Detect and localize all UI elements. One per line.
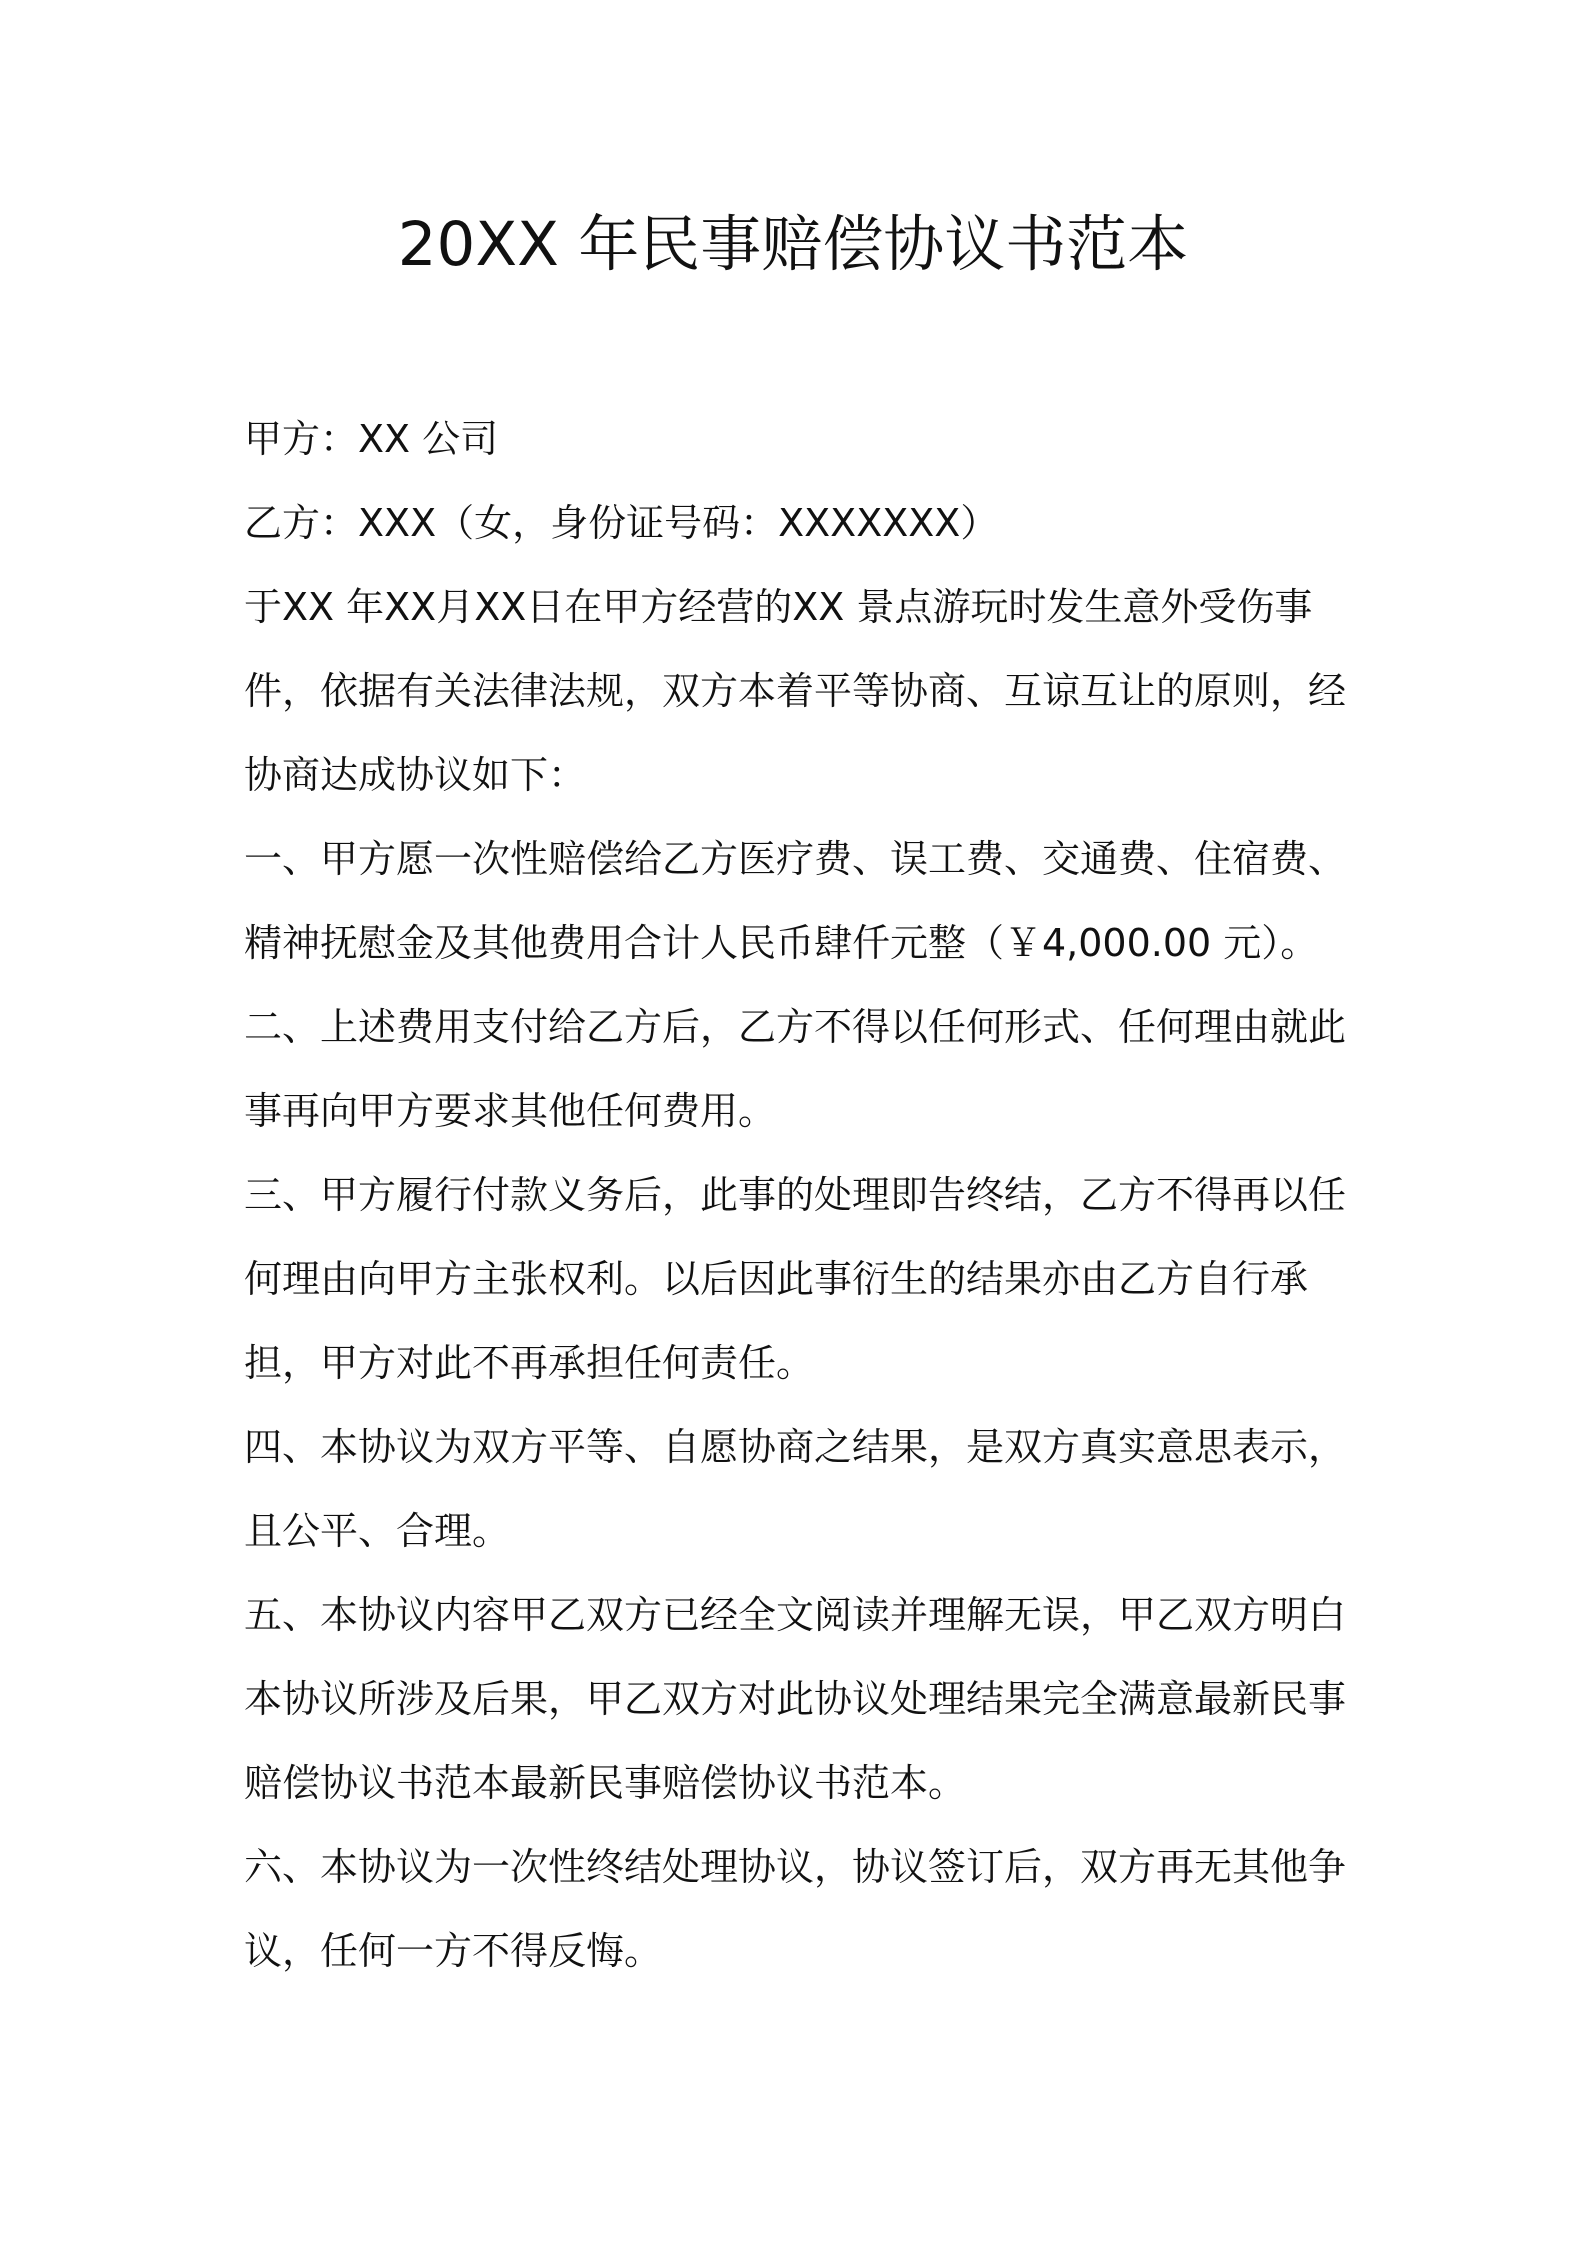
preamble-paragraph: 于XX 年XX月XX日在甲方经营的XX 景点游玩时发生意外受伤事件，依据有关法律法规，双方本着平等协商、互谅互让的原则，经协商达成协议如下： [244,585,1347,797]
clause-2: 二、上述费用支付给乙方后，乙方不得以任何形式、任何理由就此事再向甲方要求其他任何费用。 [244,1005,1347,1133]
document-title: 20XX 年民事赔偿协议书范本 [397,209,1189,280]
clause-1: 一、甲方愿一次性赔偿给乙方医疗费、误工费、交通费、住宿费、精神抚慰金及其他费用合计人民币肆仟元整（￥4,000.00 元）。 [244,837,1347,965]
clause-5: 五、本协议内容甲乙双方已经全文阅读并理解无误，甲乙双方明白本协议所涉及后果，甲乙双方对此协议处理结果完全满意最新民事赔偿协议书范本最新民事赔偿协议书范本。 [244,1593,1347,1805]
clause-4: 四、本协议为双方平等、自愿协商之结果，是双方真实意思表示，且公平、合理。 [244,1425,1347,1553]
clause-6: 六、本协议为一次性终结处理协议，协议签订后，双方再无其他争议，任何一方不得反悔。 [244,1845,1347,1973]
party-a-line: 甲方：XX 公司 [244,417,499,461]
clause-3: 三、甲方履行付款义务后，此事的处理即告终结，乙方不得再以任何理由向甲方主张权利。以后因此事衍生的结果亦由乙方自行承担，甲方对此不再承担任何责任。 [244,1173,1347,1385]
document-body [244,397,1360,1993]
party-b-line: 乙方：XXX（女，身份证号码：XXXXXXX） [244,501,999,545]
